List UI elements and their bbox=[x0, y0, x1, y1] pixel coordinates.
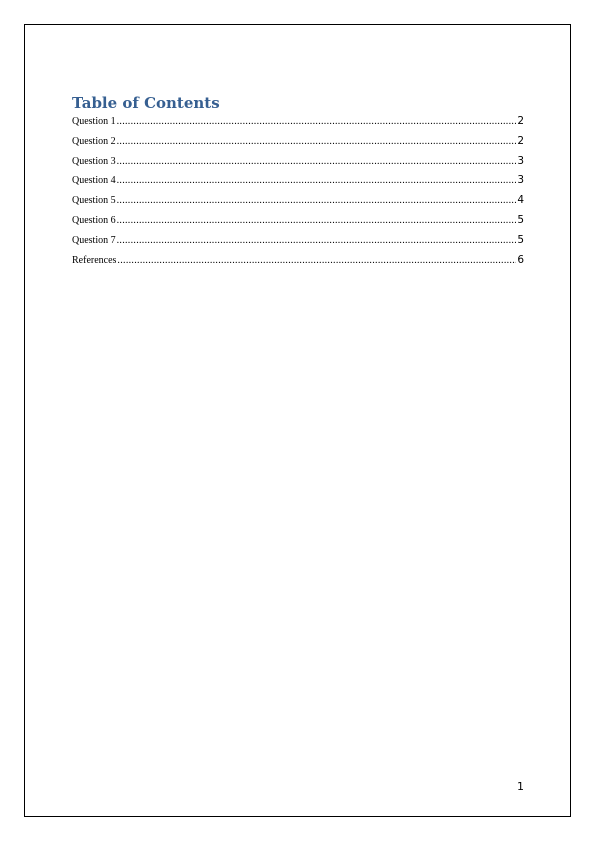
toc-entry-question-3[interactable] bbox=[72, 152, 524, 172]
toc-entry-label: References bbox=[72, 254, 117, 266]
toc-entry-label: Question 6 bbox=[72, 214, 116, 226]
toc-dot-leader bbox=[117, 132, 517, 152]
toc-entry-page: 6 bbox=[517, 253, 524, 266]
toc-entry-label: Question 2 bbox=[72, 135, 116, 147]
toc-entry-question-5[interactable] bbox=[72, 191, 524, 211]
toc-dot-leader bbox=[117, 171, 517, 191]
toc-entry-page: 4 bbox=[517, 194, 524, 207]
toc-entry-label: Question 5 bbox=[72, 195, 116, 207]
toc-dot-leader bbox=[117, 191, 517, 211]
toc-entry-page: 5 bbox=[517, 213, 524, 226]
toc-entry-references[interactable] bbox=[72, 251, 524, 271]
toc-dot-leader bbox=[117, 231, 517, 251]
toc-title: Table of Contents bbox=[72, 94, 220, 112]
toc-dot-leader bbox=[117, 152, 517, 172]
toc-entry-page: 3 bbox=[517, 174, 524, 187]
toc-entry-label: Question 1 bbox=[72, 116, 116, 127]
toc-entry-page: 2 bbox=[517, 115, 524, 127]
toc-entry-page: 2 bbox=[517, 134, 524, 147]
toc-dot-leader bbox=[117, 211, 517, 231]
toc-dot-leader bbox=[117, 251, 516, 271]
toc-dot-leader bbox=[117, 112, 517, 132]
toc-entry-page: 5 bbox=[517, 233, 524, 246]
toc-entry-question-4[interactable] bbox=[72, 171, 524, 191]
toc-list bbox=[72, 112, 524, 270]
toc-entry-label: Question 7 bbox=[72, 234, 116, 246]
toc-entry-label: Question 3 bbox=[72, 155, 116, 167]
toc-entry-question-2[interactable] bbox=[72, 132, 524, 152]
toc-entry-question-1[interactable] bbox=[72, 112, 524, 132]
toc-entry-label: Question 4 bbox=[72, 175, 116, 187]
toc-entry-question-6[interactable] bbox=[72, 211, 524, 231]
page-number: 1 bbox=[517, 780, 524, 793]
toc-entry-question-7[interactable] bbox=[72, 231, 524, 251]
toc-entry-page: 3 bbox=[517, 154, 524, 167]
